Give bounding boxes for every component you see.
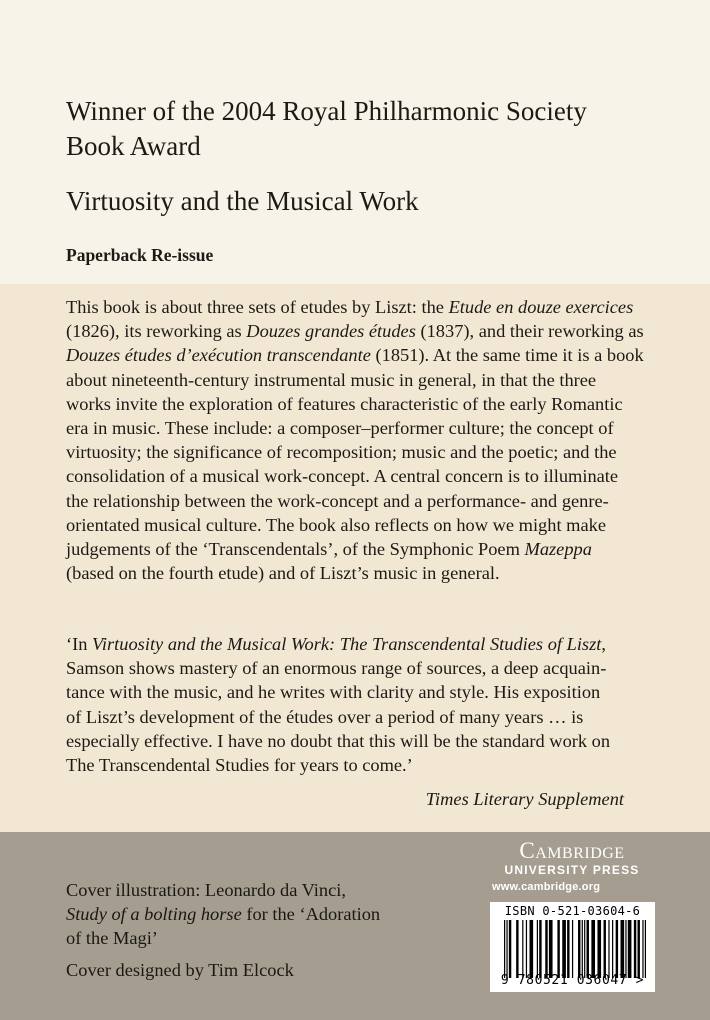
publisher-logo-press: UNIVERSITY PRESS [504, 863, 640, 877]
barcode-bar [529, 920, 533, 978]
text-run: Samson shows mastery of an enormous range of sources, a deep acquain- [66, 658, 607, 679]
text-run: (based on the fourth etude) and of Liszt’s music in general. [66, 563, 500, 584]
text-line [66, 926, 446, 950]
barcode-bar [587, 920, 589, 978]
publisher-url: www.cambridge.org [492, 881, 601, 893]
text-run: of Liszt’s development of the études over a period of many years … is [66, 706, 584, 727]
text-run: especially effective. I have no doubt that this will be the standard work on [66, 730, 611, 751]
book-title: Virtuosity and the Musical Work [66, 186, 419, 216]
isbn-label: ISBN 0-521-03604-6 [504, 904, 641, 918]
text-line [66, 513, 626, 537]
cover-illustration-credit [66, 878, 446, 950]
text-run: era in music. These include: a composer–performer culture; the concept of [66, 418, 614, 439]
text-line [66, 319, 644, 343]
text-run: about nineteenth-century instrumental music in general, in that the three [66, 369, 597, 390]
text-run: virtuosity; the significance of recomposition; music and the poetic; and the [66, 442, 617, 463]
text-line [66, 295, 634, 319]
barcode-bar [621, 920, 625, 978]
barcode-bar [539, 920, 541, 978]
text-line [66, 902, 446, 926]
text-line [66, 343, 644, 367]
text-line [66, 416, 626, 440]
barcode-bar [616, 920, 618, 978]
text-line [66, 705, 626, 729]
italic-text: Etude en douze exercices [448, 297, 634, 317]
barcode-bar [522, 920, 523, 978]
barcode-bar [608, 920, 609, 978]
barcode-bar [604, 920, 606, 978]
text-run: (1851). At the same time it is a book [370, 345, 644, 366]
text-run: the relationship between the work-concept and a performance- and genre- [66, 490, 609, 511]
italic-text: Virtuosity and the Musical Work: The Transcendental Studies of Liszt [92, 634, 602, 654]
barcode-bar [642, 920, 643, 978]
barcode-bar [549, 920, 553, 978]
text-line [66, 537, 626, 561]
text-line [66, 489, 626, 513]
barcode-bar [634, 920, 636, 978]
book-description [66, 295, 644, 585]
text-run: Cover illustration: Leonardo da Vinci, [66, 880, 346, 900]
text-run: , [601, 634, 606, 654]
italic-text: Mazeppa [524, 539, 592, 560]
text-run: ‘In [66, 634, 93, 654]
barcode-bar [537, 920, 538, 978]
italic-text: Study of a bolting horse [66, 904, 242, 924]
text-line [66, 656, 626, 680]
text-run: The Transcendental Studies for years to come.’ [66, 755, 413, 776]
award-heading [66, 94, 626, 164]
award-line: Winner of the 2004 Royal Philharmonic Society [66, 96, 587, 126]
text-run: orientated musical culture. The book also reflects on how we might make [66, 514, 606, 535]
barcode-bar [509, 920, 511, 978]
text-line [66, 632, 626, 656]
barcode-bar [612, 920, 613, 978]
text-run: judgements of the ‘Transcendentals’, of the Symphonic Poem [66, 539, 525, 560]
barcode-digits: 9 780521 036047 > [500, 973, 645, 988]
review-source: Times Literary Supplement [425, 789, 624, 809]
barcode-bar [584, 920, 585, 978]
text-run: (1837), and their reworking as [415, 321, 644, 342]
barcode-bar [562, 920, 566, 978]
cover-designer-credit: Cover designed by Tim Elcock [66, 960, 294, 980]
italic-text: Douzes études d’exécution transcendante [66, 345, 371, 366]
barcode [490, 902, 655, 992]
text-run: (1826), its reworking as [66, 321, 247, 342]
text-run: of the Magi’ [66, 928, 158, 948]
text-line [66, 464, 626, 488]
barcode-bar [591, 920, 595, 978]
edition-label: Paperback Re-issue [66, 245, 214, 265]
text-line [66, 440, 626, 464]
text-line [66, 729, 626, 753]
barcode-bar [526, 920, 527, 978]
barcode-bar [628, 920, 632, 978]
italic-text: Douzes grandes études [246, 321, 416, 342]
barcode-bar [578, 920, 580, 978]
barcode-bar [504, 920, 505, 978]
barcode-bar [597, 920, 601, 978]
review-quote [66, 632, 626, 777]
barcode-bar [625, 920, 626, 978]
barcode-bar [582, 920, 583, 978]
barcode-bar [567, 920, 569, 978]
text-line [66, 368, 626, 392]
text-line [66, 680, 626, 704]
text-run: for the ‘Adoration [241, 904, 381, 924]
barcode-bar [545, 920, 547, 978]
barcode-bar [572, 920, 573, 978]
barcode-bar [557, 920, 559, 978]
text-run: tance with the music, and he writes with clarity and style. His exposition [66, 682, 601, 703]
text-run: consolidation of a musical work-concept. A central concern is to illuminate [66, 466, 619, 487]
barcode-bar [516, 920, 518, 978]
barcode-bar [645, 920, 646, 978]
text-line [66, 561, 626, 585]
publisher-logo-name: Cambridge [519, 838, 625, 863]
barcode-bars [504, 920, 646, 978]
award-line: Book Award [66, 131, 201, 161]
barcode-bar [638, 920, 640, 978]
text-line [66, 878, 446, 902]
text-run: works invite the exploration of features characteristic of the early Romantic [66, 393, 623, 414]
text-line [66, 392, 626, 416]
text-run: This book is about three sets of etudes by Liszt: the [66, 297, 449, 317]
text-line [66, 753, 626, 777]
barcode-bar [506, 920, 507, 978]
